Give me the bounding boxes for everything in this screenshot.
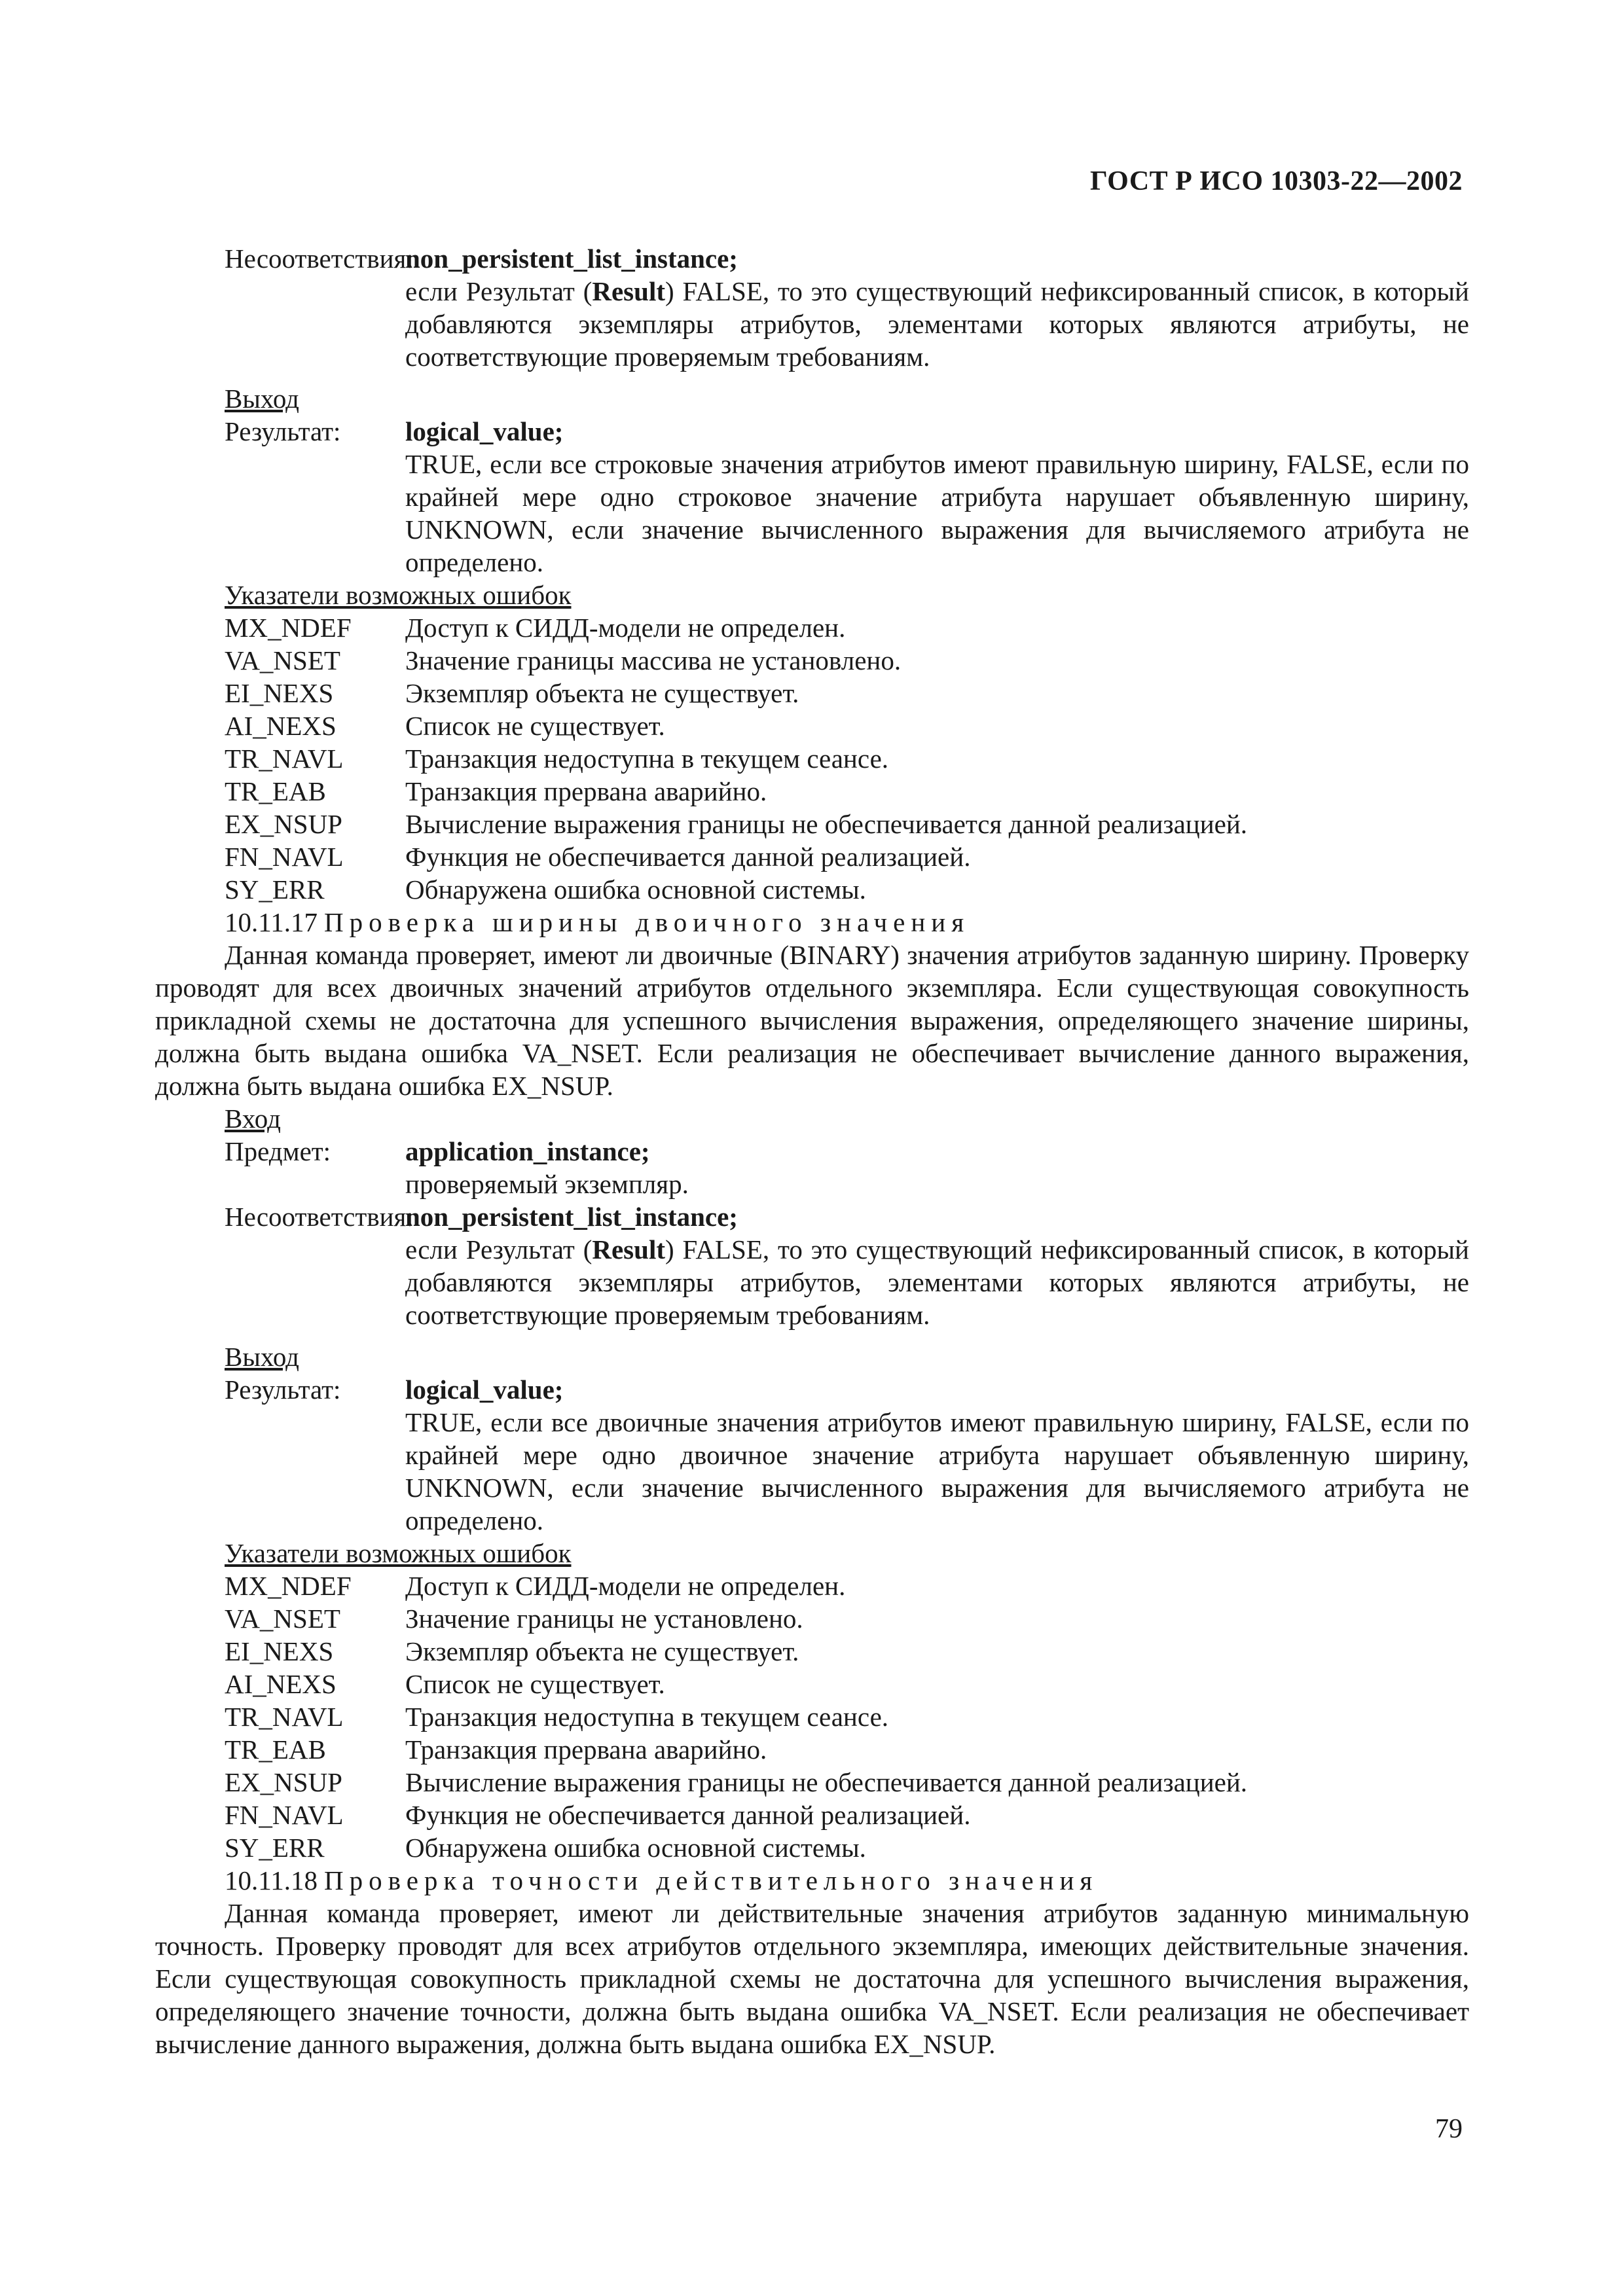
error-code: VA_NSET [225, 1604, 340, 1634]
field-label: Результат: [225, 1374, 341, 1405]
error-row [155, 1766, 1469, 1799]
error-text: Экземпляр объекта не существует. [405, 678, 799, 708]
error-text: Функция не обеспечивается данной реализацией. [405, 842, 971, 872]
input-heading: Вход [225, 1103, 281, 1134]
error-code: SY_ERR [225, 874, 325, 905]
error-row [155, 1668, 1469, 1700]
field-label: Результат: [225, 416, 341, 446]
field-description: TRUE, если все строковые значения атрибутов имеют правильную ширину, FALSE, если по крайней мере одно строковое значение атрибута нарушает объявленную ширину, UNKNOWN, если значение вычисленного выражения для вычисляемого атрибута не определено. [405, 449, 1469, 577]
section-number: 10.11.18 [225, 1865, 318, 1895]
error-row [155, 1733, 1469, 1766]
error-code: EI_NEXS [225, 1636, 334, 1666]
error-text: Экземпляр объекта не существует. [405, 1636, 799, 1666]
error-code: EI_NEXS [225, 678, 334, 708]
field-name: logical_value; [405, 1374, 564, 1405]
error-text: Список не существует. [405, 1669, 665, 1699]
error-text: Список не существует. [405, 711, 665, 741]
error-code: MX_NDEF [225, 613, 352, 643]
section-title: Проверка ширины двоичного значения [323, 907, 970, 937]
field-label: Предмет: [225, 1136, 331, 1166]
section-title: Проверка точности действительного значения [323, 1865, 1099, 1895]
section-paragraph: Данная команда проверяет, имеют ли действительные значения атрибутов заданную минимальную точность. Проверку проводят для всех атрибутов отдельного экземпляра, имеющих действительные значения. Если существующая совокупность прикладной схемы не достаточна для успешного вычисления выражения, определяющего значение точности, должна быть выдана ошибка VA_NSET. Если реализация не обеспечивает вычисление данного выражения, должна быть выдана ошибка EX_NSUP. [155, 1898, 1469, 2059]
error-code: EX_NSUP [225, 1767, 342, 1797]
field-label: Несоответствия: [225, 1202, 414, 1232]
section-number: 10.11.17 [225, 907, 318, 937]
errors-heading: Указатели возможных ошибок [225, 1538, 572, 1568]
field-name: logical_value; [405, 416, 564, 446]
result-field [155, 1373, 1469, 1537]
error-row [155, 742, 1469, 775]
error-text: Функция не обеспечивается данной реализацией. [405, 1800, 971, 1830]
mismatch-field [155, 1200, 1469, 1331]
page-content [155, 242, 1469, 2060]
error-row [155, 1570, 1469, 1602]
mismatch-field [155, 242, 1469, 373]
error-text: Вычисление выражения границы не обеспечивается данной реализацией. [405, 1767, 1248, 1797]
error-text: Транзакция прервана аварийно. [405, 1734, 767, 1765]
error-code: TR_EAB [225, 1734, 326, 1765]
output-heading: Выход [225, 384, 300, 414]
error-code: EX_NSUP [225, 809, 342, 839]
error-code: AI_NEXS [225, 711, 337, 741]
field-description: проверяемый экземпляр. [405, 1169, 689, 1199]
error-text: Значение границы не установлено. [405, 1604, 803, 1634]
errors-heading: Указатели возможных ошибок [225, 580, 572, 610]
error-text: Доступ к СИДД-модели не определен. [405, 1571, 846, 1601]
error-code: AI_NEXS [225, 1669, 337, 1699]
error-row [155, 775, 1469, 808]
error-row [155, 611, 1469, 644]
error-text: Транзакция недоступна в текущем сеансе. [405, 744, 889, 774]
section-heading-10-11-17 [225, 906, 1469, 939]
error-row [155, 1700, 1469, 1733]
error-row [155, 677, 1469, 709]
error-row [155, 709, 1469, 742]
result-field [155, 415, 1469, 579]
field-name: non_persistent_list_instance; [405, 1202, 738, 1232]
error-row [155, 808, 1469, 840]
field-label: Несоответствия: [225, 243, 414, 274]
field-name: non_persistent_list_instance; [405, 243, 738, 274]
error-code: VA_NSET [225, 645, 340, 675]
error-text: Значение границы массива не установлено. [405, 645, 902, 675]
output-heading: Выход [225, 1342, 300, 1372]
field-name: application_instance; [405, 1136, 650, 1166]
error-row [155, 1799, 1469, 1831]
error-row [155, 644, 1469, 677]
error-row [155, 1602, 1469, 1635]
error-text: Транзакция прервана аварийно. [405, 776, 767, 806]
error-text: Вычисление выражения границы не обеспечивается данной реализацией. [405, 809, 1248, 839]
field-description: TRUE, если все двоичные значения атрибутов имеют правильную ширину, FALSE, если по крайней мере одно двоичное значение атрибута нарушает объявленную ширину, UNKNOWN, если значение вычисленного выражения для вычисляемого атрибута не определено. [405, 1407, 1469, 1535]
error-code: TR_NAVL [225, 1702, 344, 1732]
error-text: Обнаружена ошибка основной системы. [405, 1833, 866, 1863]
error-list [155, 1570, 1469, 1864]
error-text: Транзакция недоступна в текущем сеансе. [405, 1702, 889, 1732]
field-description: если Результат (Result) FALSE, то это существующий нефиксированный список, в который добавляются экземпляры атрибутов, элементами которых являются атрибуты, не соответствующие проверяемым требованиям. [405, 1234, 1469, 1330]
section-heading-10-11-18 [225, 1864, 1469, 1897]
section-paragraph: Данная команда проверяет, имеют ли двоичные (BINARY) значения атрибутов заданную ширину. Проверку проводят для всех двоичных значений атрибутов отдельного экземпляра. Если существующая совокупность прикладной схемы не достаточна для успешного вычисления выражения, определяющего значение ширины, должна быть выдана ошибка VA_NSET. Если реализация не обеспечивает вычисление данного выражения, должна быть выдана ошибка EX_NSUP. [155, 940, 1469, 1101]
error-code: MX_NDEF [225, 1571, 352, 1601]
error-code: FN_NAVL [225, 842, 344, 872]
subject-field [155, 1135, 1469, 1200]
page-header: ГОСТ Р ИСО 10303-22—2002 [1089, 166, 1463, 196]
error-row [155, 873, 1469, 906]
error-code: FN_NAVL [225, 1800, 344, 1830]
error-code: TR_EAB [225, 776, 326, 806]
field-description: если Результат (Result) FALSE, то это существующий нефиксированный список, в который добавляются экземпляры атрибутов, элементами которых являются атрибуты, не соответствующие проверяемым требованиям. [405, 276, 1469, 372]
error-row [155, 1831, 1469, 1864]
error-row [155, 1635, 1469, 1668]
error-text: Обнаружена ошибка основной системы. [405, 874, 866, 905]
page-number: 79 [1435, 2114, 1463, 2144]
error-code: SY_ERR [225, 1833, 325, 1863]
error-text: Доступ к СИДД-модели не определен. [405, 613, 846, 643]
error-list [155, 611, 1469, 906]
error-code: TR_NAVL [225, 744, 344, 774]
error-row [155, 840, 1469, 873]
